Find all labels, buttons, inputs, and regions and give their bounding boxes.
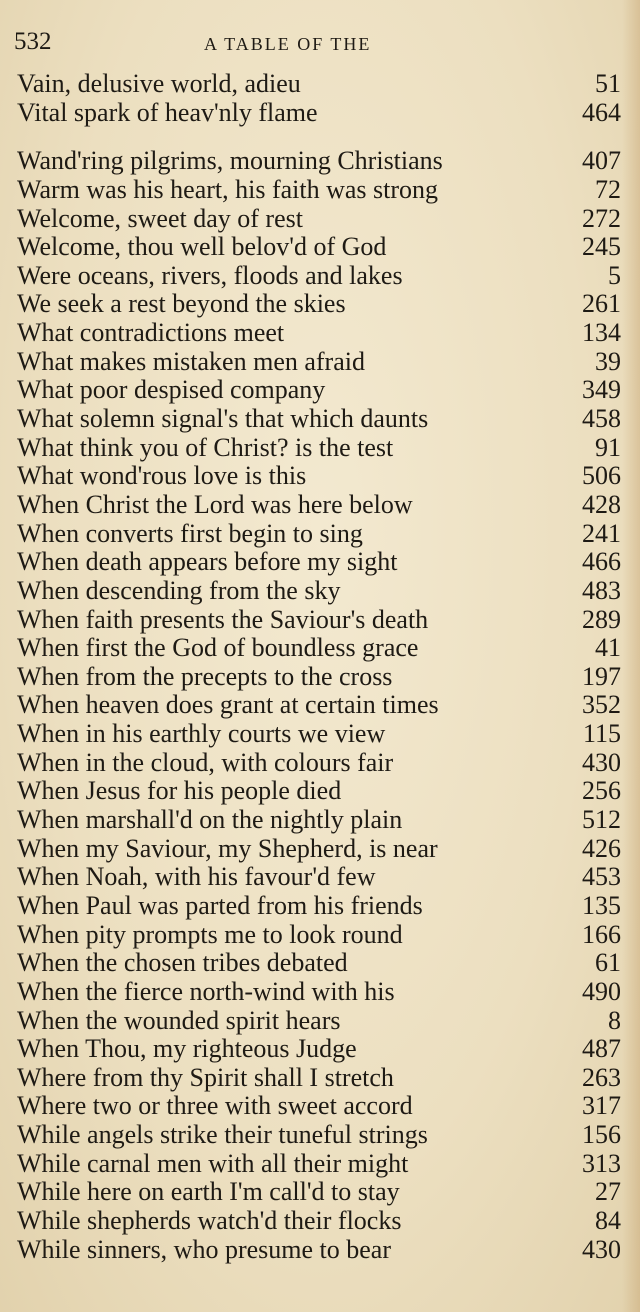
hymn-number: 428: [582, 489, 621, 519]
hymn-first-line: When heaven does grant at certain times: [17, 690, 439, 720]
hymn-first-line: What think you of Christ? is the test: [17, 432, 394, 462]
hymn-number: 51: [595, 69, 621, 98]
index-entry: [17, 806, 621, 835]
index-entry: [17, 606, 621, 635]
hymn-number: 263: [582, 1062, 621, 1092]
hymn-first-line: When death appears before my sight: [17, 547, 398, 577]
index-entry: [17, 777, 621, 806]
index-entry: [17, 863, 621, 892]
hymn-number: 27: [595, 1177, 621, 1207]
hymn-first-line: When marshall'd on the nightly plain: [17, 805, 403, 835]
hymn-first-line: Warm was his heart, his faith was strong: [17, 174, 439, 204]
index-entry: [17, 262, 621, 291]
page-edge-shadow: [622, 0, 640, 1312]
hymn-first-line: Vain, delusive world, adieu: [17, 69, 301, 98]
hymn-number: 352: [582, 690, 621, 720]
hymn-number: 349: [582, 375, 621, 405]
hymn-number: 5: [608, 260, 621, 290]
hymn-first-line: Welcome, thou well belov'd of God: [17, 232, 387, 262]
hymn-number: 135: [582, 890, 621, 920]
hymn-number: 197: [582, 661, 621, 691]
hymn-first-line: Where two or three with sweet accord: [17, 1091, 413, 1121]
hymn-number: 506: [582, 461, 621, 491]
hymn-first-line: While shepherds watch'd their flocks: [17, 1205, 402, 1235]
hymn-first-line: Welcome, sweet day of rest: [17, 203, 303, 233]
hymn-first-line: What wond'rous love is this: [17, 461, 307, 491]
index-entries: [17, 70, 621, 1264]
index-entry: [17, 548, 621, 577]
index-entry: [17, 491, 621, 520]
hymn-number: 84: [595, 1205, 621, 1235]
index-entry: [17, 233, 621, 262]
index-entry: [17, 835, 621, 864]
index-entry: [17, 319, 621, 348]
hymn-number: 407: [582, 146, 621, 176]
hymn-number: 490: [582, 976, 621, 1006]
page-header: [14, 26, 614, 58]
hymn-first-line: When the wounded spirit hears: [17, 1005, 341, 1035]
index-entry: [17, 147, 621, 176]
index-entry: [17, 749, 621, 778]
index-group-v: [17, 70, 621, 127]
hymn-number: 483: [582, 575, 621, 605]
hymn-first-line: When Noah, with his favour'd few: [17, 862, 376, 892]
index-entry: [17, 520, 621, 549]
hymn-number: 115: [582, 719, 621, 749]
hymn-first-line: When in the cloud, with colours fair: [17, 747, 394, 777]
hymn-first-line: What solemn signal's that which daunts: [17, 404, 429, 434]
hymn-number: 241: [582, 518, 621, 548]
hymn-first-line: When first the God of boundless grace: [17, 633, 419, 663]
hymn-first-line: While sinners, who presume to bear: [17, 1234, 392, 1264]
hymn-first-line: Where from thy Spirit shall I stretch: [17, 1062, 394, 1092]
index-entry: [17, 577, 621, 606]
hymn-first-line: When from the precepts to the cross: [17, 661, 393, 691]
hymn-first-line: When converts first begin to sing: [17, 518, 363, 548]
hymn-first-line: When the fierce north-wind with his: [17, 976, 395, 1006]
hymn-first-line: What poor despised company: [17, 375, 326, 405]
hymn-number: 430: [582, 1234, 621, 1264]
index-entry: [17, 691, 621, 720]
hymn-first-line: Wand'ring pilgrims, mourning Christians: [17, 146, 443, 176]
hymn-number: 464: [582, 97, 621, 127]
hymn-number: 426: [582, 833, 621, 863]
hymn-first-line: We seek a rest beyond the skies: [17, 289, 346, 319]
index-entry: [17, 1064, 621, 1093]
hymn-number: 8: [608, 1005, 621, 1035]
hymn-number: 317: [582, 1091, 621, 1121]
index-entry: [17, 1007, 621, 1036]
index-entry: [17, 462, 621, 491]
hymn-number: 134: [582, 318, 621, 348]
index-entry: [17, 949, 621, 978]
index-entry: [17, 434, 621, 463]
hymn-number: 512: [582, 805, 621, 835]
hymn-first-line: What makes mistaken men afraid: [17, 346, 365, 376]
hymn-first-line: When faith presents the Saviour's death: [17, 604, 429, 634]
hymn-first-line: What contradictions meet: [17, 318, 285, 348]
hymn-number: 453: [582, 862, 621, 892]
hymn-number: 289: [582, 604, 621, 634]
hymn-number: 245: [582, 232, 621, 262]
hymn-first-line: When the chosen tribes debated: [17, 948, 348, 978]
index-entry: [17, 921, 621, 950]
index-entry: [17, 978, 621, 1007]
index-entry: [17, 634, 621, 663]
index-entry: [17, 663, 621, 692]
hymn-number: 91: [595, 432, 621, 462]
hymn-number: 39: [595, 346, 621, 376]
hymn-first-line: When Jesus for his people died: [17, 776, 342, 806]
index-entry: [17, 720, 621, 749]
index-entry: [17, 70, 621, 99]
hymn-number: 61: [595, 948, 621, 978]
hymn-first-line: When Thou, my righteous Judge: [17, 1034, 357, 1064]
index-entry: [17, 99, 621, 128]
hymn-number: 166: [582, 919, 621, 949]
hymn-first-line: When Paul was parted from his friends: [17, 890, 423, 920]
hymn-first-line: When Christ the Lord was here below: [17, 489, 413, 519]
running-head: A TABLE OF THE: [204, 34, 372, 54]
hymn-first-line: When in his earthly courts we view: [17, 719, 386, 749]
index-entry: [17, 1236, 621, 1265]
hymn-first-line: While angels strike their tuneful strings: [17, 1120, 428, 1150]
page-number: 532: [14, 28, 52, 55]
index-entry: [17, 1092, 621, 1121]
index-entry: [17, 1207, 621, 1236]
hymn-number: 313: [582, 1148, 621, 1178]
index-entry: [17, 290, 621, 319]
hymn-first-line: While carnal men with all their might: [17, 1148, 409, 1178]
hymn-number: 41: [595, 633, 621, 663]
index-entry: [17, 376, 621, 405]
hymn-number: 466: [582, 547, 621, 577]
hymn-number: 156: [582, 1120, 621, 1150]
index-entry: [17, 1150, 621, 1179]
index-entry: [17, 1035, 621, 1064]
hymn-first-line: Were oceans, rivers, floods and lakes: [17, 260, 403, 290]
group-separator: [17, 127, 621, 147]
hymn-number: 487: [582, 1034, 621, 1064]
hymn-number: 272: [582, 203, 621, 233]
hymn-first-line: When descending from the sky: [17, 575, 341, 605]
hymn-number: 72: [595, 174, 621, 204]
index-entry: [17, 205, 621, 234]
index-entry: [17, 1178, 621, 1207]
index-entry: [17, 1121, 621, 1150]
hymn-first-line: Vital spark of heav'nly flame: [17, 97, 318, 127]
index-entry: [17, 892, 621, 921]
index-group-w: [17, 147, 621, 1264]
index-entry: [17, 405, 621, 434]
index-entry: [17, 176, 621, 205]
index-entry: [17, 348, 621, 377]
hymn-first-line: When my Saviour, my Shepherd, is near: [17, 833, 438, 863]
hymn-number: 430: [582, 747, 621, 777]
hymn-first-line: When pity prompts me to look round: [17, 919, 403, 949]
hymn-number: 256: [582, 776, 621, 806]
hymn-first-line: While here on earth I'm call'd to stay: [17, 1177, 400, 1207]
hymn-number: 458: [582, 404, 621, 434]
hymn-number: 261: [582, 289, 621, 319]
